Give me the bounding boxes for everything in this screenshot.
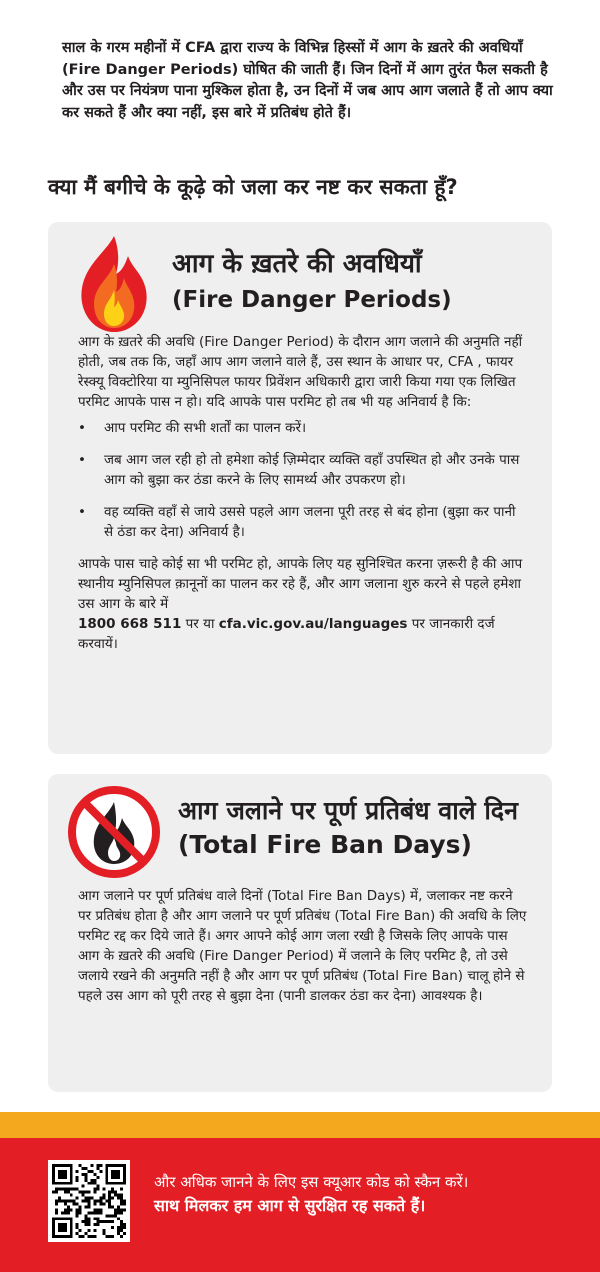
bullet-icon: • bbox=[78, 420, 86, 436]
footer-text bbox=[154, 1170, 584, 1218]
total-fire-ban-paragraph: आग जलाने पर पूर्ण प्रतिबंध वाले दिनों (Total Fire Ban Days) में, जलाकर नष्ट करने पर प्रतिबंध होता है और आग जलाने पर पूर्ण प्रतिबंध (Total Fire Ban) की अवधि के लिए परमिट रद्द कर दिये जाते हैं। अगर आपने कोई आग जला रखी है जिसके लिए आपके पास आग के ख़तरे की अवधि (Fire Danger Period) में जलाने के लिए परमिट है, तो उसे जलाये रखने की अनुमति नहीं है और आग पर पूर्ण प्रतिबंध (Total Fire Ban) चालू होने से पहले उस आग को पूरी तरह से बुझा देना (पानी डालकर ठंडा कर देना) आवश्यक है। bbox=[78, 888, 527, 1004]
website-link[interactable]: cfa.vic.gov.au/languages bbox=[218, 616, 408, 632]
page-question-heading: क्या मैं बगीचे के कूढ़े को जला कर नष्ट कर सकता हूँ? bbox=[48, 175, 458, 199]
qr-code-icon[interactable] bbox=[48, 1160, 130, 1242]
fire-danger-body bbox=[78, 332, 528, 658]
total-fire-ban-title: आग जलाने पर पूर्ण प्रतिबंध वाले दिन (Total Fire Ban Days) bbox=[178, 796, 518, 859]
fire-danger-title-english: (Fire Danger Periods) bbox=[172, 287, 452, 313]
list-item: • आप परमिट की सभी शर्तों का पालन करें। bbox=[78, 420, 307, 436]
permit-conditions-list bbox=[78, 418, 528, 542]
bullet-icon: • bbox=[78, 452, 86, 468]
fire-danger-title-hindi: आग के ख़तरे की अवधियाँ bbox=[172, 249, 422, 279]
fire-danger-periods-title bbox=[172, 246, 542, 318]
list-item: • जब आग जल रही हो तो हमेशा कोई ज़िम्मेदार व्यक्ति वहाँ उपस्थित हो और उनके पास आग को बुझा कर ठंडा करने के लिए सामर्थ्य और उपकरण हो। bbox=[78, 452, 520, 488]
footer-scan-instruction: और अधिक जानने के लिए इस क्यूआर कोड को स्कैन करें। bbox=[154, 1173, 469, 1191]
no-fire-icon bbox=[66, 784, 162, 880]
fire-danger-periods-card bbox=[48, 222, 552, 754]
fire-danger-intro-paragraph: आग के ख़तरे की अवधि (Fire Danger Period) के दौरान आग जलाने की अनुमति नहीं होती, जब तक कि, जहाँ आप आग जलाने वाले हैं, उस स्थान के आधार पर, CFA , फायर रेस्क्यू विक्टोरिया या म्युनिसिपल फायर प्रिवेंशन अधिकारी द्वारा जारी किया गया एक लिखित परमिट आपके पास न हो। यदि आपके पास परमिट हो तब भी यह अनिवार्य है कि: bbox=[78, 334, 523, 410]
footer-tagline: साथ मिलकर हम आग से सुरक्षित रह सकते हैं। bbox=[154, 1196, 426, 1215]
local-laws-paragraph: आपके पास चाहे कोई सा भी परमिट हो, आपके लिए यह सुनिश्चित करना ज़रूरी है की आप स्थानीय म्युनिसिपल क़ानूनों का पालन कर रहे हैं, और आग जलाना शुरु करने से पहले हमेशा उस आग के बारे में 1800 668 511 पर या cfa.vic.gov.au/languages पर जानकारी दर्ज करवायें। bbox=[78, 556, 523, 652]
fire-icon bbox=[76, 234, 152, 334]
yellow-band bbox=[0, 1112, 600, 1138]
intro-paragraph: साल के गरम महीनों में CFA द्वारा राज्य के विभिन्न हिस्सों में आग के ख़तरे की अवधियाँ (Fire Danger Periods) घोषित की जाती हैं। जिन दिनों में आग तुरंत फैल सकती है और उस पर नियंत्रण पाना मुश्किल होता है, उन दिनों में जब आप आग जलाते हैं तो आप क्या कर सकते हैं और क्या नहीं, इस बारे में प्रतिबंध होते हैं। bbox=[62, 40, 553, 121]
phone-number: 1800 668 511 bbox=[78, 616, 182, 632]
list-item: • वह व्यक्ति वहाँ से जाये उससे पहले आग जलना पूरी तरह से बंद होना (बुझा कर पानी से ठंडा कर देना) अनिवार्य है। bbox=[78, 504, 516, 540]
bullet-icon: • bbox=[78, 504, 86, 520]
footer bbox=[0, 1138, 600, 1272]
total-fire-ban-card bbox=[48, 774, 552, 1092]
